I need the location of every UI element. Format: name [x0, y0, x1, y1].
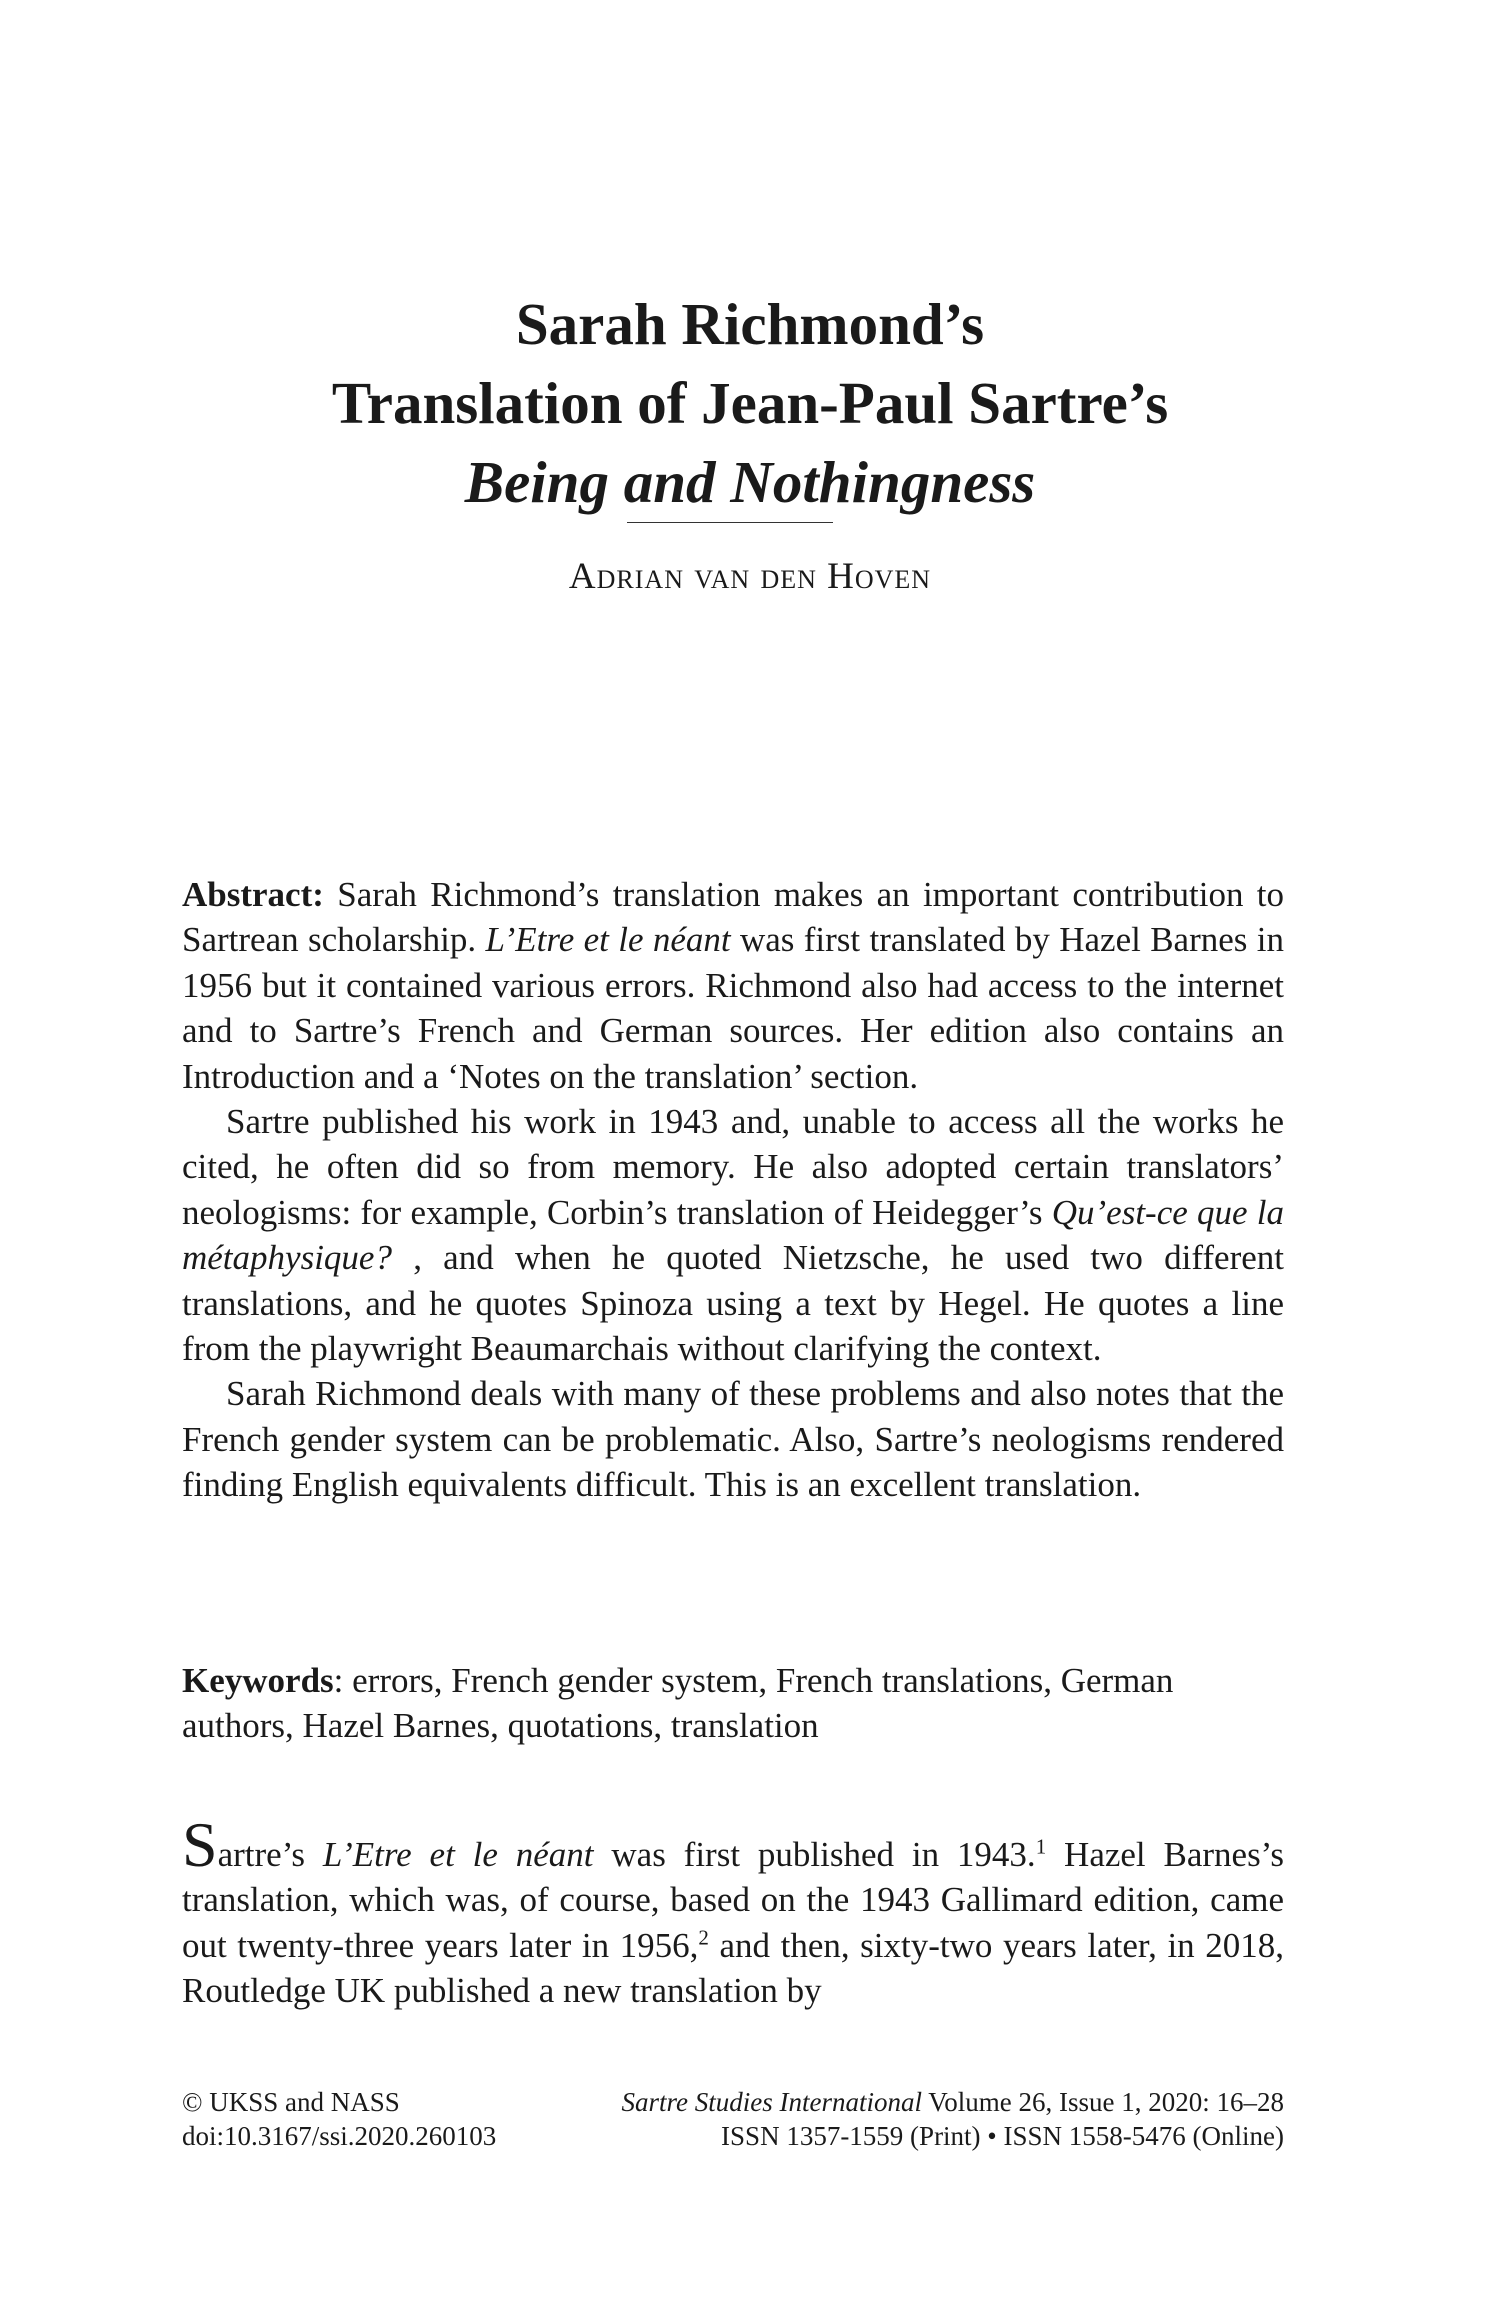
abstract-italic-title: Qu’est-ce que la métaphysique?	[182, 1192, 1284, 1278]
drop-cap: S	[182, 1809, 218, 1880]
title-line-3: Being and Nothingness	[464, 449, 1036, 515]
footer-row-2	[182, 2119, 1284, 2153]
page-footer	[182, 2085, 1284, 2153]
title-line-1: Sarah Richmond’s	[515, 291, 985, 357]
footnote-ref-2[interactable]: 2	[698, 1925, 709, 1950]
body-paragraph	[182, 1809, 1285, 2014]
body-span: artre’s	[217, 1835, 323, 1874]
body-text	[182, 1809, 1285, 2014]
body-span: Hazel Barnes’s translation, which was, of course, based on the 1943 Gallimard edition, came out twenty-three years later in 1956,	[182, 1835, 1285, 1965]
keywords-list: : errors, French gender system, French translations, German authors, Hazel Barnes, quotations, translation	[182, 1661, 1174, 1746]
abstract	[182, 872, 1284, 1508]
doi: doi:10.3167/ssi.2020.260103	[182, 2121, 497, 2151]
title-line-2: Translation of Jean-Paul Sartre’s	[331, 370, 1169, 436]
keywords	[182, 1658, 1284, 1749]
body-span: and then, sixty-two years later, in 2018, Routledge UK published a new translation by	[182, 1925, 1284, 2011]
body-span: was first published in 1943.	[593, 1835, 1036, 1874]
abstract-text: , and when he quoted Nietzsche, he used two different translations, and he quotes Spinoza using a text by Hegel. He quotes a line from the playwright Beaumarchais without clarifying the context.	[182, 1238, 1284, 1369]
abstract-text: was first translated by Hazel Barnes in 1956 but it contained various errors. Richmond also had access to the internet and to Sartre’s French and German sources. Her edition also contains an Introduction and a ‘Notes on the translation’ section.	[182, 920, 1284, 1096]
journal-name: Sartre Studies International	[621, 2087, 922, 2117]
journal-volume: Volume 26, Issue 1, 2020: 16–28	[921, 2087, 1284, 2117]
title-divider	[627, 522, 833, 523]
abstract-label: Abstract:	[182, 875, 324, 914]
footnote-ref-1[interactable]: 1	[1035, 1834, 1047, 1859]
abstract-italic-title: L’Etre et le néant	[485, 920, 731, 960]
journal-info	[622, 2085, 1285, 2119]
issn: ISSN 1357-1559 (Print) • ISSN 1558-5476 (Online)	[721, 2121, 1284, 2151]
article-title	[0, 285, 1500, 522]
abstract-text: Sartre published his work in 1943 and, unable to access all the works he cited, he often did so from memory. He also adopted certain translators’ neologisms: for example, Corbin’s translation of Heidegger’s	[182, 1102, 1284, 1232]
abstract-paragraph-1	[182, 872, 1284, 1099]
body-italic-title: L’Etre et le néant	[322, 1835, 594, 1874]
abstract-text: Sarah Richmond’s translation makes an important contribution to Sartrean scholarship.	[182, 875, 1284, 960]
copyright: © UKSS and NASS	[182, 2087, 400, 2117]
footer-row-1	[182, 2085, 1284, 2119]
abstract-paragraph-2	[182, 1099, 1284, 1371]
keywords-label: Keywords	[182, 1661, 334, 1700]
author-name: Adrian van den Hoven	[568, 556, 932, 597]
abstract-paragraph-3: Sarah Richmond deals with many of these problems and also notes that the French gender system can be problematic. Also, Sartre’s neologisms rendered finding English equivalents difficult. This is an excellent translation.	[182, 1374, 1284, 1505]
